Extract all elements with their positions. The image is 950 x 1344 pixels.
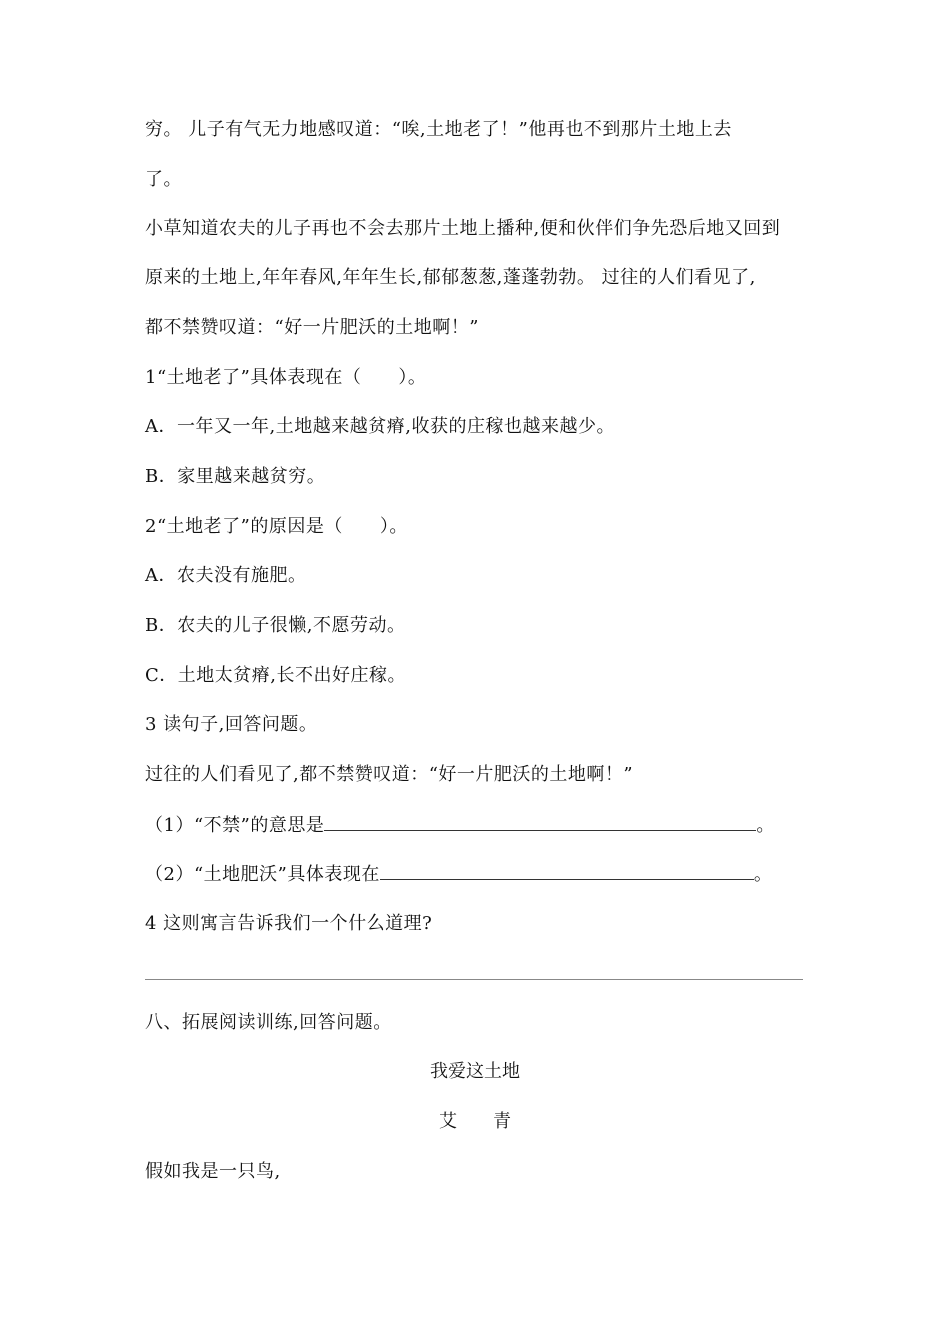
question-4-stem: 4 这则寓言告诉我们一个什么道理?: [145, 913, 433, 934]
question-2-option-b: B．农夫的儿子很懒,不愿劳动。: [145, 615, 406, 636]
question-3-quote: 过往的人们看见了,都不禁赞叹道：“好一片肥沃的土地啊！”: [145, 764, 634, 785]
question-3-sub-1-period: 。: [756, 815, 775, 836]
question-3-sub-1-blank[interactable]: [324, 812, 756, 831]
question-4-answer-line[interactable]: [145, 979, 803, 980]
section-8-heading: 八、拓展阅读训练,回答问题。: [145, 1012, 392, 1033]
question-1-stem: 1“土地老了”具体表现在（ ）。: [145, 367, 427, 388]
question-3-sub-2-period: 。: [753, 864, 773, 885]
story-line-2: 了。: [145, 169, 182, 190]
story-line-4: 原来的土地上,年年春风,年年生长,郁郁葱葱,蓬蓬勃勃。 过往的人们看见了,: [145, 267, 756, 288]
poem-line-1: 假如我是一只鸟,: [145, 1161, 281, 1182]
question-1-option-b: B．家里越来越贫穷。: [145, 466, 326, 487]
question-3-sub-2: [145, 861, 772, 887]
question-2-stem: 2“土地老了”的原因是（ ）。: [145, 516, 408, 537]
question-1-option-a: A．一年又一年,土地越来越贫瘠,收获的庄稼也越来越少。: [145, 416, 615, 437]
story-line-3: 小草知道农夫的儿子再也不会去那片土地上播种,便和伙伴们争先恐后地又回到: [145, 218, 781, 239]
story-line-5: 都不禁赞叹道：“好一片肥沃的土地啊！”: [145, 317, 479, 338]
question-3-sub-2-label: （2）“土地肥沃”具体表现在: [145, 864, 380, 885]
story-line-1: 穷。 儿子有气无力地感叹道：“唉,土地老了！”他再也不到那片土地上去: [145, 119, 732, 140]
poem-title: 我爱这土地: [430, 1061, 520, 1082]
question-3-stem: 3 读句子,回答问题。: [145, 714, 318, 735]
question-2-option-c: C．土地太贫瘠,长不出好庄稼。: [145, 665, 406, 686]
question-3-sub-2-blank[interactable]: [380, 861, 754, 880]
poem-author: 艾 青: [439, 1111, 511, 1132]
question-3-sub-1: [145, 812, 775, 838]
question-3-sub-1-label: （1）“不禁”的意思是: [145, 815, 325, 836]
question-2-option-a: A．农夫没有施肥。: [145, 565, 307, 586]
